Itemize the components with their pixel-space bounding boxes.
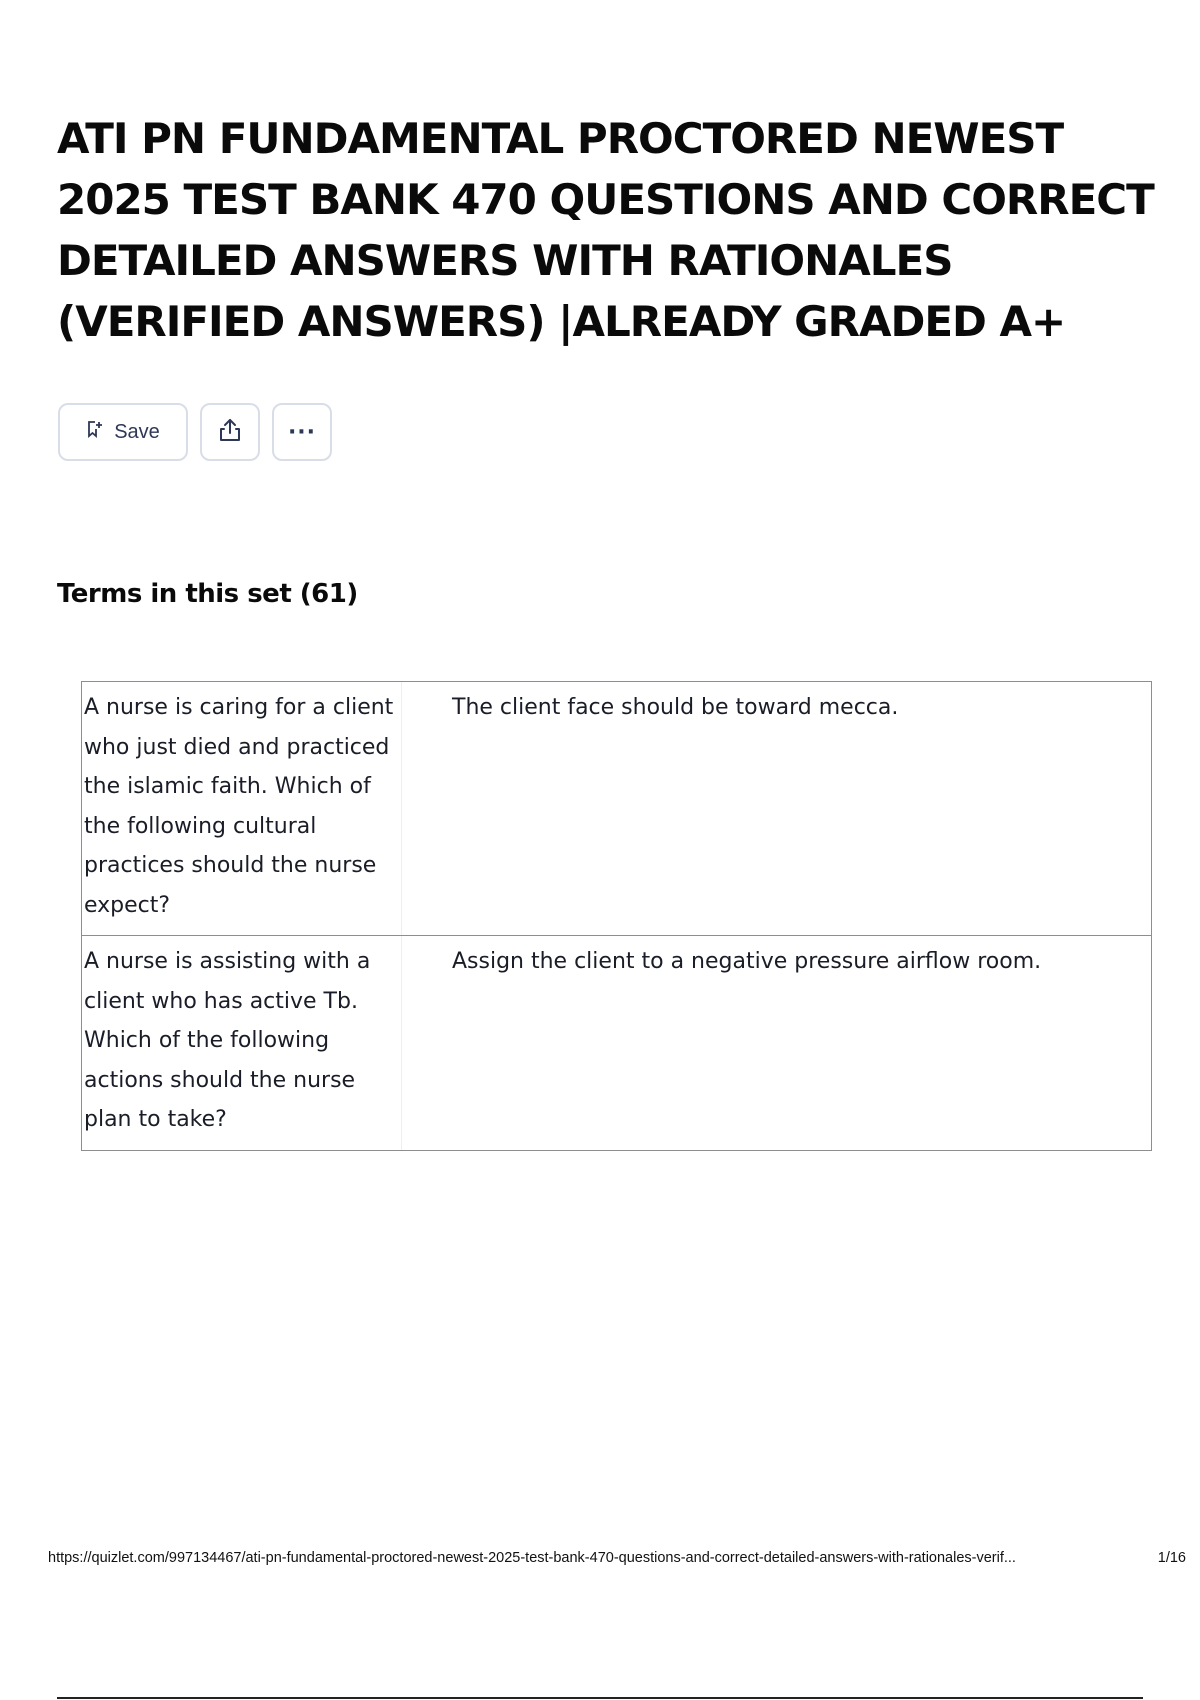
term-text: A nurse is assisting with a client who has active Tb. Which of the following actions should the nurse plan to take? <box>82 936 402 1150</box>
save-button[interactable] <box>58 403 188 461</box>
set-actions-toolbar <box>58 403 332 461</box>
print-url: https://quizlet.com/997134467/ati-pn-fundamental-proctored-newest-2025-test-bank-470-questions-and-correct-detailed-answers-with-rationales-verif... <box>48 1550 1016 1566</box>
definition-text: The client face should be toward mecca. <box>452 695 899 720</box>
share-button[interactable] <box>200 403 260 461</box>
bookmark-add-icon <box>86 420 104 444</box>
more-horizontal-icon: ··· <box>287 419 317 445</box>
divider <box>57 1697 1143 1699</box>
page-title: ATI PN FUNDAMENTAL PROCTORED NEWEST 2025 TEST BANK 470 QUESTIONS AND CORRECT DETAILED ANSWERS WITH RATIONALES (VERIFIED ANSWERS) |ALREADY GRADED A+ <box>57 114 1154 346</box>
share-icon <box>216 416 244 448</box>
definition-text: Assign the client to a negative pressure airflow room. <box>452 949 1042 974</box>
term-text: A nurse is caring for a client who just died and practiced the islamic faith. Which of the following cultural practices should the nurse expect? <box>82 682 402 935</box>
term-row <box>82 936 1151 1150</box>
page-number: 1/16 <box>1157 1550 1186 1566</box>
terms-table <box>81 681 1152 1151</box>
terms-heading: Terms in this set (61) <box>57 579 358 609</box>
save-button-label: Save <box>114 420 160 443</box>
more-options-button[interactable] <box>272 403 332 461</box>
term-row <box>82 682 1151 936</box>
